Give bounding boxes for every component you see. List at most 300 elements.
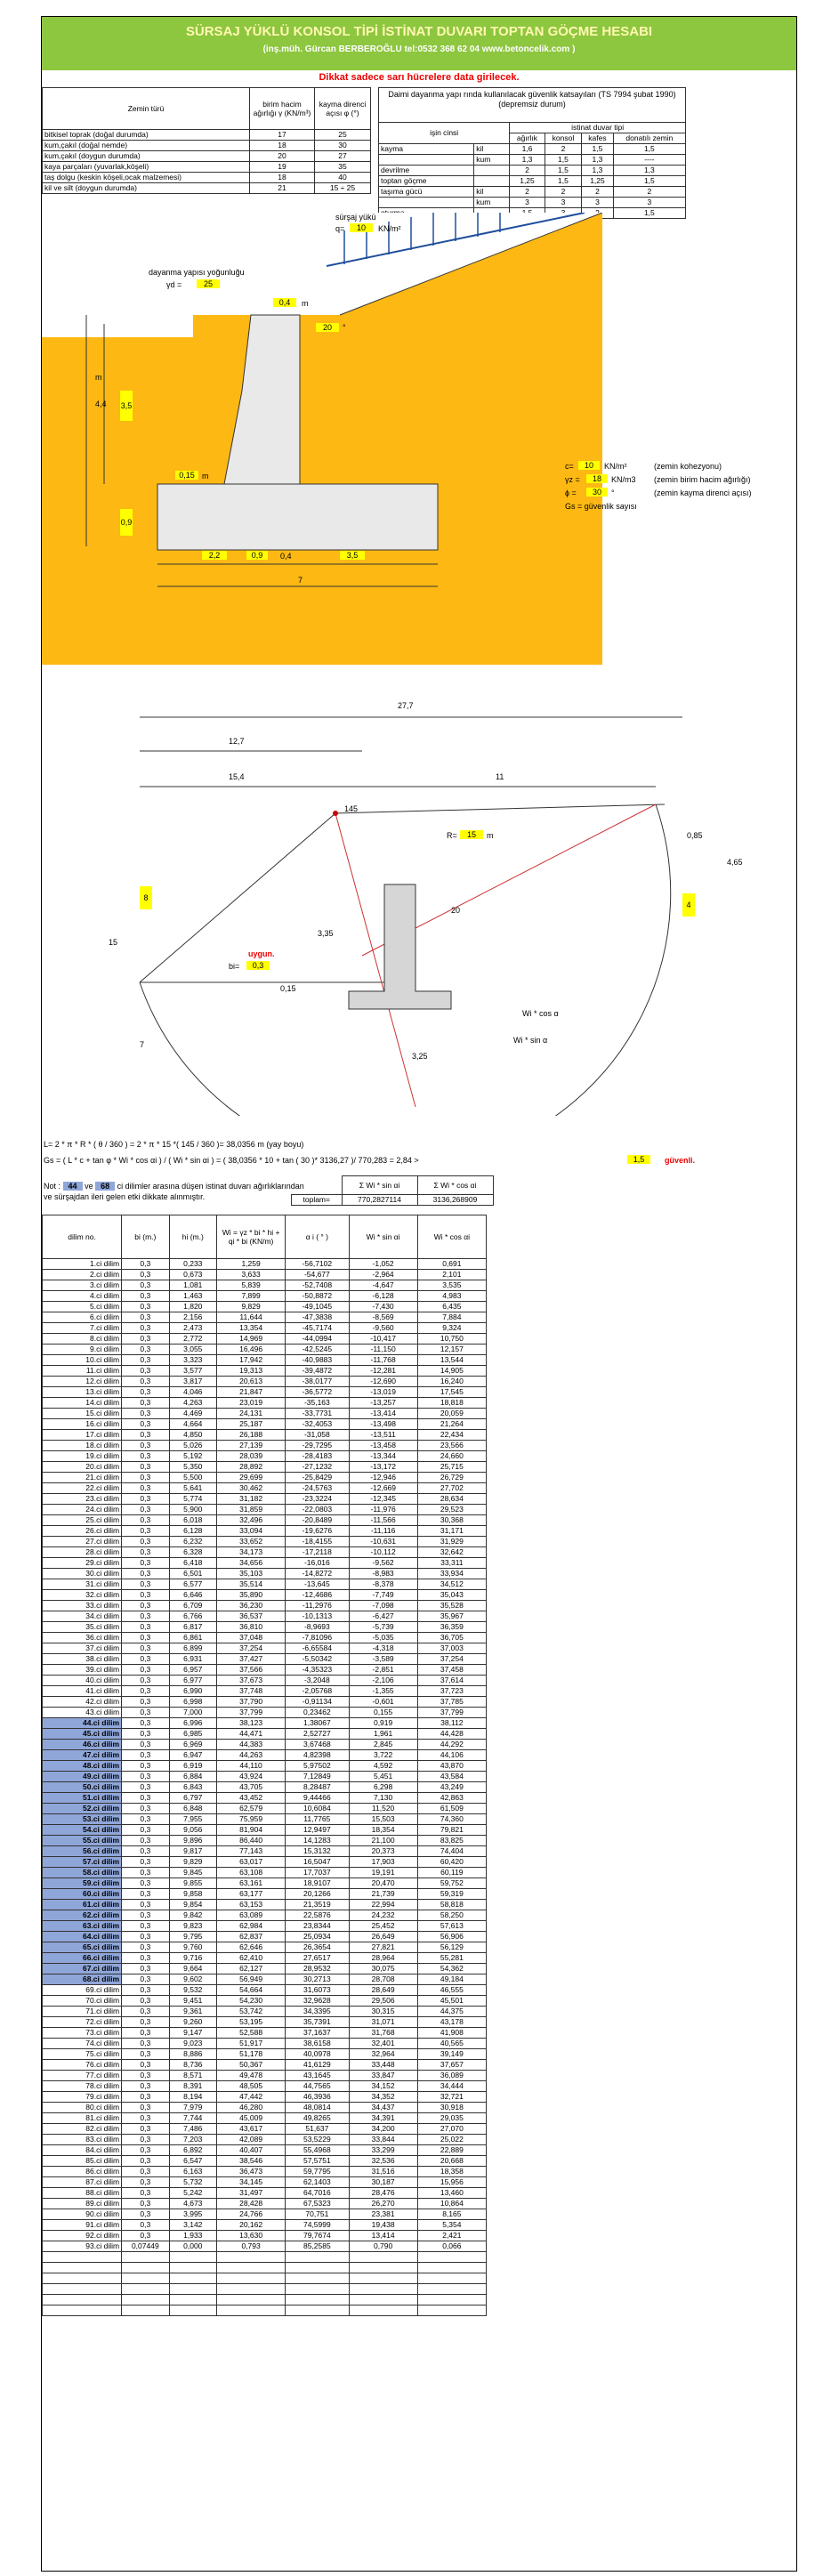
- slice-value: 29,523: [417, 1505, 486, 1515]
- slice-row: [43, 1377, 487, 1387]
- slice-row: [43, 1398, 487, 1409]
- slice-value: 0,07449: [122, 2241, 169, 2252]
- slice-value: -35,163: [286, 1398, 349, 1409]
- slice-value: 30,2713: [286, 1974, 349, 1985]
- slice-value: 11,644: [217, 1312, 286, 1323]
- soil-name: kil ve silt (doygun durumda): [43, 183, 250, 194]
- slice-value: 37,799: [417, 1708, 486, 1718]
- slice-value: 0,3: [122, 2113, 169, 2124]
- stem-base[interactable]: 0,15: [175, 471, 198, 480]
- slice-value: 0,3: [122, 1366, 169, 1377]
- safety-label: [474, 166, 510, 176]
- slice-name: 11.ci dilim: [43, 1366, 122, 1377]
- slice-value: -12,281: [349, 1366, 417, 1377]
- slice-value: 62,410: [217, 1953, 286, 1964]
- r1: 0,85: [687, 831, 703, 840]
- slice-value: 26,270: [349, 2199, 417, 2209]
- slice-value: -13,344: [349, 1451, 417, 1462]
- slice-name: 47.ci dilim: [43, 1750, 122, 1761]
- slice-col-header: dilim no.: [43, 1215, 122, 1259]
- slice-value: 44,7565: [286, 2081, 349, 2092]
- slice-value: -12,345: [349, 1494, 417, 1505]
- slice-value: 0,066: [417, 2241, 486, 2252]
- top-width[interactable]: 0,4: [273, 298, 296, 307]
- slice-value: 1,933: [169, 2231, 216, 2241]
- slice-value: 0,3: [122, 1590, 169, 1601]
- empty-cell: [349, 2305, 417, 2316]
- slice-value: 0,3: [122, 1280, 169, 1291]
- wall-drawing: [42, 213, 796, 675]
- slice-row: [43, 1825, 487, 1836]
- slice-row: [43, 1868, 487, 1878]
- slice-value: 46,3936: [286, 2092, 349, 2103]
- slice-value: -13,645: [286, 1579, 349, 1590]
- slice-row: [43, 1857, 487, 1868]
- slice-value: 9,823: [169, 1921, 216, 1932]
- slice-name: 27.ci dilim: [43, 1537, 122, 1547]
- slice-value: 37,048: [217, 1633, 286, 1643]
- gs-required[interactable]: 1,5: [627, 1155, 650, 1164]
- slice-value: -11,768: [349, 1355, 417, 1366]
- slice-col-header: Wi = γz * bi * hi + qi * bi (KN/m): [217, 1215, 286, 1259]
- sum-sin: 770,2827114: [342, 1195, 417, 1206]
- slice-value: 49,8265: [286, 2113, 349, 2124]
- base-height[interactable]: 0,9: [120, 509, 133, 536]
- empty-cell: [217, 2305, 286, 2316]
- slice-value: 0,3: [122, 2124, 169, 2135]
- r-input[interactable]: 15: [460, 830, 483, 839]
- slice-value: 15,3132: [286, 1846, 349, 1857]
- slice-row: [43, 1654, 487, 1665]
- slice-value: 6,232: [169, 1537, 216, 1547]
- slip-center: [333, 811, 338, 816]
- slice-value: 34,512: [417, 1579, 486, 1590]
- slice-name: 68.ci dilim: [43, 1974, 122, 1985]
- safety-value: 1,5: [545, 166, 581, 176]
- slice-value: 33,844: [349, 2135, 417, 2145]
- slice-value: 38,112: [417, 1718, 486, 1729]
- slice-name: 17.ci dilim: [43, 1430, 122, 1441]
- slice-value: 6,947: [169, 1750, 216, 1761]
- slice-value: 40,565: [417, 2039, 486, 2049]
- slice-value: 14,905: [417, 1366, 486, 1377]
- empty-cell: [169, 2284, 216, 2295]
- slice-value: -11,150: [349, 1345, 417, 1355]
- slice-value: 32,536: [349, 2156, 417, 2167]
- slice-row: [43, 1345, 487, 1355]
- empty-cell: [286, 2252, 349, 2263]
- slice-row: [43, 1964, 487, 1974]
- slice-value: 9,532: [169, 1985, 216, 1996]
- slice-value: -13,458: [349, 1441, 417, 1451]
- slice-value: 6,884: [169, 1772, 216, 1782]
- slice-value: 3,67468: [286, 1740, 349, 1750]
- worksheet: [41, 16, 797, 2572]
- slice-row: [43, 2092, 487, 2103]
- slice-row: [43, 1643, 487, 1654]
- slice-value: 42,863: [417, 1793, 486, 1804]
- slice-value: 0,3: [122, 1942, 169, 1953]
- b1[interactable]: 2,2: [202, 551, 227, 560]
- gd-input[interactable]: 25: [197, 279, 220, 288]
- slice-value: 0,3: [122, 1974, 169, 1985]
- slice-value: 24,766: [217, 2209, 286, 2220]
- slice-value: 67,5323: [286, 2199, 349, 2209]
- slice-value: 37,790: [217, 1697, 286, 1708]
- slice-row: [43, 1409, 487, 1419]
- slice-value: -6,128: [349, 1291, 417, 1302]
- r3[interactable]: 4: [682, 893, 695, 917]
- slice-value: 16,5047: [286, 1857, 349, 1868]
- slice-value: 17,903: [349, 1857, 417, 1868]
- slice-value: 0,673: [169, 1270, 216, 1280]
- empty-cell: [169, 2295, 216, 2305]
- slice-row: [43, 2039, 487, 2049]
- slice-value: 5,192: [169, 1451, 216, 1462]
- slice-value: 70,751: [286, 2209, 349, 2220]
- slice-value: 8,165: [417, 2209, 486, 2220]
- phi-input[interactable]: 30: [586, 488, 608, 497]
- slice-name: 82.ci dilim: [43, 2124, 122, 2135]
- slice-name: 1.ci dilim: [43, 1259, 122, 1270]
- slice-row: [43, 2071, 487, 2081]
- c-input[interactable]: 10: [578, 461, 600, 470]
- slice-value: -19,6276: [286, 1526, 349, 1537]
- slice-value: 42,089: [217, 2135, 286, 2145]
- slice-name: 13.ci dilim: [43, 1387, 122, 1398]
- slice-row: [43, 1547, 487, 1558]
- slice-value: 4,983: [417, 1291, 486, 1302]
- slice-value: 32,721: [417, 2092, 486, 2103]
- slice-value: 40,407: [217, 2145, 286, 2156]
- slice-value: 30,462: [217, 1483, 286, 1494]
- slice-value: -1,052: [349, 1259, 417, 1270]
- slice-value: 17,942: [217, 1355, 286, 1366]
- safety-value: 1,25: [582, 176, 614, 187]
- slice-name: 33.ci dilim: [43, 1601, 122, 1611]
- slice-value: 48,0814: [286, 2103, 349, 2113]
- m-unit-2: m: [202, 472, 209, 480]
- soil-value: 25: [315, 130, 371, 141]
- slice-row: [43, 1772, 487, 1782]
- slice-value: 33,094: [217, 1526, 286, 1537]
- slice-value: 44,471: [217, 1729, 286, 1740]
- slice-value: 0,3: [122, 1483, 169, 1494]
- slice-row: [43, 1291, 487, 1302]
- arc-formula: L= 2 * π * R * ( θ / 360 ) = 2 * π * 15 *( 145 / 360 )= 38,0356 m (yay boyu): [44, 1140, 304, 1149]
- slice-value: -12,946: [349, 1473, 417, 1483]
- slice-value: 37,614: [417, 1676, 486, 1686]
- slice-name: 53.ci dilim: [43, 1814, 122, 1825]
- slice-value: 51,637: [286, 2124, 349, 2135]
- slice-value: 3,722: [349, 1750, 417, 1761]
- slice-row: [43, 1718, 487, 1729]
- l1[interactable]: 8: [140, 886, 152, 909]
- slice-value: 1,961: [349, 1729, 417, 1740]
- warning-text: Dikkat sadece sarı hücrelere data girilecek.: [319, 72, 520, 83]
- soil-value: 18: [250, 141, 315, 151]
- slice-row: [43, 1793, 487, 1804]
- safety-row: [379, 155, 686, 166]
- slice-value: 20,059: [417, 1409, 486, 1419]
- slice-value: 5,354: [417, 2220, 486, 2231]
- slice-value: 23,381: [349, 2209, 417, 2220]
- slice-row: [43, 1729, 487, 1740]
- slice-value: 0,3: [122, 1932, 169, 1942]
- r2: 4,65: [727, 858, 743, 867]
- slice-value: 16,496: [217, 1345, 286, 1355]
- slice-value: 6,577: [169, 1579, 216, 1590]
- slice-value: 30,075: [349, 1964, 417, 1974]
- slice-value: 0,3: [122, 1473, 169, 1483]
- empty-cell: [217, 2295, 286, 2305]
- slice-value: 33,847: [349, 2071, 417, 2081]
- slice-value: 28,708: [349, 1974, 417, 1985]
- slice-row: [43, 1932, 487, 1942]
- slice-value: 43,584: [417, 1772, 486, 1782]
- slice-value: -56,7102: [286, 1259, 349, 1270]
- safety-col-header: ağırlık: [510, 133, 545, 144]
- slice-name: 83.ci dilim: [43, 2135, 122, 2145]
- slice-value: 6,990: [169, 1686, 216, 1697]
- slice-value: 0,3: [122, 2092, 169, 2103]
- safety-value: 1,5: [545, 155, 581, 166]
- slice-value: 44,375: [417, 2007, 486, 2017]
- slice-value: 8,194: [169, 2092, 216, 2103]
- note-slice-b[interactable]: 68: [95, 1182, 115, 1191]
- slice-value: 0,3: [122, 1387, 169, 1398]
- safety-value: 1,3: [510, 155, 545, 166]
- soil-table: [42, 87, 371, 194]
- slice-row: [43, 2209, 487, 2220]
- slice-value: 11,520: [349, 1804, 417, 1814]
- slice-value: 25,452: [349, 1921, 417, 1932]
- slice-value: 21,739: [349, 1889, 417, 1900]
- slice-value: 5,774: [169, 1494, 216, 1505]
- slice-name: 74.ci dilim: [43, 2039, 122, 2049]
- slice-value: 15,956: [417, 2177, 486, 2188]
- slice-value: 9,858: [169, 1889, 216, 1900]
- slice-name: 60.ci dilim: [43, 1889, 122, 1900]
- slice-value: -50,8872: [286, 1291, 349, 1302]
- empty-cell: [217, 2273, 286, 2284]
- slice-value: 0,3: [122, 1579, 169, 1590]
- slice-value: 0,3: [122, 1900, 169, 1910]
- slice-row: [43, 1526, 487, 1537]
- slice-value: 26,3654: [286, 1942, 349, 1953]
- slice-value: 9,324: [417, 1323, 486, 1334]
- slice-value: 0,3: [122, 1633, 169, 1643]
- slice-value: 23,019: [217, 1398, 286, 1409]
- slice-value: 3,817: [169, 1377, 216, 1387]
- slice-value: 0,3: [122, 2039, 169, 2049]
- slice-value: 0,3: [122, 1558, 169, 1569]
- gz-input[interactable]: 18: [586, 474, 608, 483]
- slice-value: 34,656: [217, 1558, 286, 1569]
- b4[interactable]: 3,5: [340, 551, 365, 560]
- slice-value: 28,649: [349, 1985, 417, 1996]
- safety-label: [474, 176, 510, 187]
- slice-value: 34,352: [349, 2092, 417, 2103]
- slice-value: 0,3: [122, 1910, 169, 1921]
- empty-cell: [286, 2295, 349, 2305]
- slice-value: 33,299: [349, 2145, 417, 2156]
- safety-label: kayma: [379, 144, 474, 155]
- slice-value: 6,817: [169, 1622, 216, 1633]
- page-title: SÜRSAJ YÜKLÜ KONSOL TİPİ İSTİNAT DUVARI TOPTAN GÖÇME HESABI: [185, 24, 653, 39]
- slice-row: [43, 1355, 487, 1366]
- slice-value: 36,705: [417, 1633, 486, 1643]
- slice-row: [43, 2049, 487, 2060]
- slice-value: 0,3: [122, 2081, 169, 2092]
- slice-value: 3,577: [169, 1366, 216, 1377]
- slice-value: 0,3: [122, 1878, 169, 1889]
- slice-value: 20,1266: [286, 1889, 349, 1900]
- slope-angle-unit: °: [343, 323, 346, 332]
- slice-value: -17,2118: [286, 1547, 349, 1558]
- slice-value: 0,3: [122, 2167, 169, 2177]
- slice-row: [43, 1451, 487, 1462]
- l2: 15: [109, 938, 118, 947]
- slice-value: 7,000: [169, 1708, 216, 1718]
- slice-name: 69.ci dilim: [43, 1985, 122, 1996]
- slice-row: [43, 2167, 487, 2177]
- slice-value: 5,500: [169, 1473, 216, 1483]
- slice-value: -44,0994: [286, 1334, 349, 1345]
- slice-value: 6,977: [169, 1676, 216, 1686]
- soil-header-type: Zemin türü: [43, 88, 250, 130]
- empty-cell: [43, 2295, 122, 2305]
- safety-label: kum: [474, 198, 510, 208]
- empty-row: [43, 2252, 487, 2263]
- slice-value: 26,188: [217, 1430, 286, 1441]
- slice-value: 3,142: [169, 2220, 216, 2231]
- slice-value: 0,3: [122, 1419, 169, 1430]
- slice-value: 9,854: [169, 1900, 216, 1910]
- empty-cell: [43, 2284, 122, 2295]
- density-label: dayanma yapısı yoğunluğu: [149, 268, 245, 277]
- safety-label: devrilme: [379, 166, 474, 176]
- slice-value: 34,145: [217, 2177, 286, 2188]
- slice-value: 0,3: [122, 1505, 169, 1515]
- slice-value: 34,437: [349, 2103, 417, 2113]
- slice-row: [43, 1611, 487, 1622]
- empty-cell: [349, 2284, 417, 2295]
- slice-name: 20.ci dilim: [43, 1462, 122, 1473]
- stem-height[interactable]: 3,5: [120, 391, 133, 421]
- slice-name: 8.ci dilim: [43, 1334, 122, 1345]
- slice-value: 21,3519: [286, 1900, 349, 1910]
- slice-value: 7,955: [169, 1814, 216, 1825]
- slice-value: 62,1403: [286, 2177, 349, 2188]
- empty-cell: [43, 2252, 122, 2263]
- slice-name: 88.ci dilim: [43, 2188, 122, 2199]
- slice-value: 7,486: [169, 2124, 216, 2135]
- soil-value: 18: [250, 173, 315, 183]
- slice-value: 36,473: [217, 2167, 286, 2177]
- slice-value: 33,934: [417, 1569, 486, 1579]
- slice-value: 31,929: [417, 1537, 486, 1547]
- slice-row: [43, 1985, 487, 1996]
- b2[interactable]: 0,9: [246, 551, 268, 560]
- safety-header-job: işin cinsi: [379, 123, 510, 144]
- wall-section: [349, 884, 451, 1009]
- slice-value: 29,699: [217, 1473, 286, 1483]
- note-slice-a[interactable]: 44: [63, 1182, 83, 1191]
- slice-name: 90.ci dilim: [43, 2209, 122, 2220]
- force-cos: Wi * cos α: [522, 1009, 559, 1018]
- slice-name: 22.ci dilim: [43, 1483, 122, 1494]
- bi-input[interactable]: 0,3: [246, 961, 270, 970]
- m-unit-1: m: [95, 373, 102, 382]
- slice-value: 0,3: [122, 1921, 169, 1932]
- note-text: ci dilimler arasına düşen istinat duvarı ağırlıklarından ve sürşajdan ileri gelen etki dikkate alınmıştır.: [44, 1182, 304, 1201]
- slice-value: 28,964: [349, 1953, 417, 1964]
- slice-value: 0,3: [122, 2145, 169, 2156]
- slice-value: 49,478: [217, 2071, 286, 2081]
- slice-value: 0,3: [122, 1836, 169, 1846]
- w1: 27,7: [398, 701, 414, 710]
- phi-unit: °: [611, 489, 615, 497]
- slice-value: 53,195: [217, 2017, 286, 2028]
- slice-value: 27,6517: [286, 1953, 349, 1964]
- slice-value: -18,4155: [286, 1537, 349, 1547]
- slice-value: 0,3: [122, 2231, 169, 2241]
- slice-value: 59,752: [417, 1878, 486, 1889]
- slice-value: 6,848: [169, 1804, 216, 1814]
- slice-value: -7,81096: [286, 1633, 349, 1643]
- slice-value: 74,404: [417, 1846, 486, 1857]
- slice-value: 5,350: [169, 1462, 216, 1473]
- slice-value: 2,473: [169, 1323, 216, 1334]
- slice-value: 32,9628: [286, 1996, 349, 2007]
- slice-value: 6,418: [169, 1558, 216, 1569]
- safety-label: kil: [474, 144, 510, 155]
- slice-value: 38,546: [217, 2156, 286, 2167]
- slice-value: 0,3: [122, 2028, 169, 2039]
- slice-name: 86.ci dilim: [43, 2167, 122, 2177]
- slice-value: 0,3: [122, 1377, 169, 1387]
- note-prefix: Not :: [44, 1182, 61, 1191]
- empty-cell: [417, 2284, 486, 2295]
- empty-cell: [169, 2305, 216, 2316]
- slice-value: 4,592: [349, 1761, 417, 1772]
- slice-row: [43, 1569, 487, 1579]
- slope-angle[interactable]: 20: [316, 323, 339, 332]
- slice-name: 87.ci dilim: [43, 2177, 122, 2188]
- slice-value: 38,123: [217, 1718, 286, 1729]
- slice-value: 9,147: [169, 2028, 216, 2039]
- slice-value: 36,359: [417, 1622, 486, 1633]
- slice-value: 32,401: [349, 2039, 417, 2049]
- q-input[interactable]: 10: [350, 223, 373, 232]
- sum-cos-header: Σ Wi * cos αi: [417, 1176, 493, 1195]
- slice-value: 74,360: [417, 1814, 486, 1825]
- slice-value: -28,4183: [286, 1451, 349, 1462]
- safety-value: 1,5: [613, 144, 685, 155]
- slice-name: 12.ci dilim: [43, 1377, 122, 1387]
- safety-row: [379, 176, 686, 187]
- slice-value: -8,9693: [286, 1622, 349, 1633]
- slice-value: -13,172: [349, 1462, 417, 1473]
- slice-value: 7,979: [169, 2103, 216, 2113]
- slice-value: 74,5999: [286, 2220, 349, 2231]
- slice-value: 2,101: [417, 1270, 486, 1280]
- slice-row: [43, 1676, 487, 1686]
- b3: 0,4: [280, 552, 292, 561]
- slice-value: 63,089: [217, 1910, 286, 1921]
- slice-name: 5.ci dilim: [43, 1302, 122, 1312]
